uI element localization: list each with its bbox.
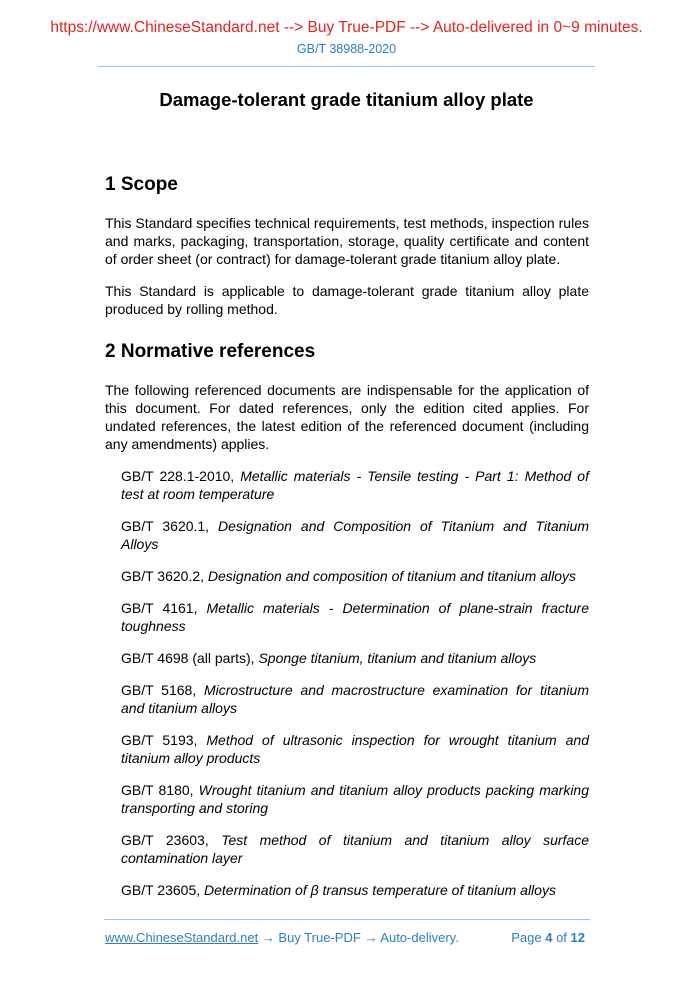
banner-text: https://www.ChineseStandard.net --> Buy True-PDF --> Auto-delivered in 0~9 minutes. (50, 19, 643, 36)
document-body (105, 173, 589, 913)
reference-item (121, 731, 589, 767)
reference-item (121, 567, 589, 585)
reference-title: Method of ultrasonic inspection for wrought titanium and titanium alloy products (121, 732, 589, 766)
reference-item (121, 781, 589, 817)
reference-code: GB/T 23603, (121, 832, 222, 848)
page-indicator: Page 4 of 12 (511, 930, 585, 945)
section-heading-normative-references: 2 Normative references (105, 341, 316, 362)
reference-item (121, 599, 589, 635)
reference-code: GB/T 4161, (121, 600, 207, 616)
reference-title: Wrought titanium and titanium alloy products packing marking transporting and storing (121, 782, 589, 816)
reference-title: Metallic materials - Determination of plane-strain fracture toughness (121, 600, 589, 634)
reference-code: GB/T 5168, (121, 682, 204, 698)
paragraph: The following referenced documents are indispensable for the application of this document. For dated references, only the edition cited applies. For undated references, the latest edition of the referenced document (including any amendments) applies. (105, 382, 589, 452)
reference-title: Test method of titanium and titanium alloy surface contamination layer (121, 832, 589, 866)
reference-item (121, 831, 589, 867)
reference-title: Designation and Composition of Titanium and Titanium Alloys (121, 518, 589, 552)
footer (105, 929, 585, 946)
footer-divider (104, 919, 590, 920)
reference-title: Microstructure and macrostructure examination for titanium and titanium alloys (121, 682, 589, 716)
reference-code: GB/T 5193, (121, 732, 207, 748)
page-number: 4 (545, 930, 553, 945)
reference-code: GB/T 23605, (121, 882, 205, 898)
reference-item (121, 467, 589, 503)
reference-code: GB/T 8180, (121, 782, 199, 798)
reference-code: GB/T 3620.1, (121, 518, 219, 534)
reference-item (121, 681, 589, 717)
reference-title: Determination of β transus temperature of titanium alloys (204, 882, 556, 898)
paragraph: This Standard is applicable to damage-tolerant grade titanium alloy plate produced by rolling method. (105, 283, 589, 317)
page-total: 12 (570, 930, 585, 945)
reference-item (121, 881, 589, 899)
reference-item (121, 517, 589, 553)
reference-title: Designation and composition of titanium and titanium alloys (207, 568, 577, 584)
header-divider (98, 66, 595, 67)
reference-code: GB/T 228.1-2010, (121, 468, 241, 484)
footer-text: → Buy True-PDF → Auto-delivery. (258, 930, 459, 945)
reference-title: Sponge titanium, titanium and titanium alloys (258, 650, 537, 666)
footer-link[interactable]: www.ChineseStandard.net (105, 930, 259, 945)
reference-item (121, 649, 589, 667)
document-title: Damage-tolerant grade titanium alloy plate (159, 89, 534, 110)
reference-code: GB/T 4698 (all parts), (121, 650, 259, 666)
reference-code: GB/T 3620.2, (121, 568, 208, 584)
section-heading-scope: 1 Scope (105, 174, 178, 195)
reference-list (105, 467, 589, 899)
standard-code: GB/T 38988-2020 (296, 42, 397, 56)
paragraph: This Standard specifies technical requirements, test methods, inspection rules and marks, packaging, transportation, storage, quality certificate and content of order sheet (or contract) for damage-tolerant grade titanium alloy plate. (105, 215, 589, 267)
reference-title: Metallic materials - Tensile testing - Part 1: Method of test at room temperature (121, 468, 589, 502)
